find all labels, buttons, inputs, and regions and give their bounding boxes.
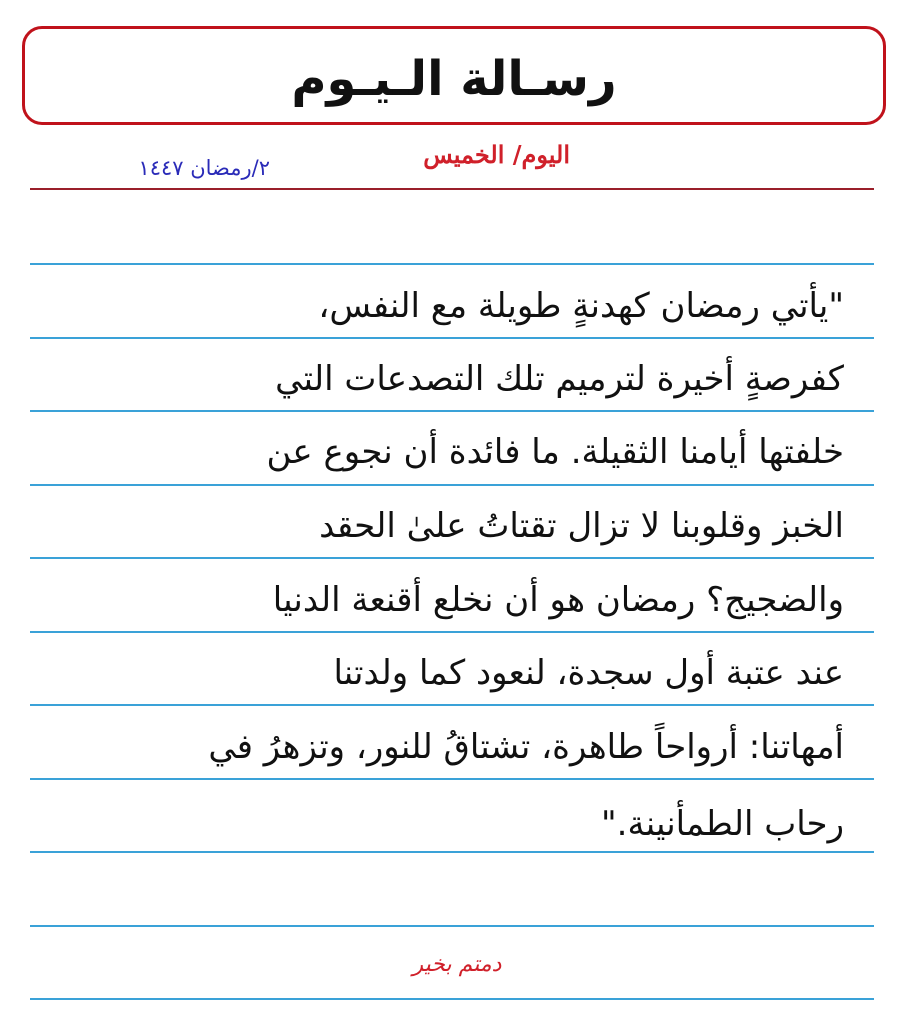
- ruled-line: [30, 704, 874, 706]
- ruled-line: [30, 263, 874, 265]
- ruled-line: [30, 631, 874, 633]
- message-line: أمهاتنا: أرواحاً طاهرة، تشتاقُ للنور، وتزهرُ في: [208, 727, 844, 767]
- message-line: رحاب الطمأنينة.": [601, 804, 844, 844]
- title-box: [22, 26, 886, 125]
- ruled-line: [30, 337, 874, 339]
- signature: دمتم بخير: [412, 952, 502, 977]
- ruled-line: [30, 998, 874, 1000]
- ruled-line: [30, 925, 874, 927]
- message-line: عند عتبة أول سجدة، لنعود كما ولدتنا: [333, 653, 844, 693]
- message-line: والضجيج؟ رمضان هو أن نخلع أقنعة الدنيا: [272, 580, 844, 620]
- ruled-line: [30, 410, 874, 412]
- ruled-line: [30, 851, 874, 853]
- date-label: ٢/رمضان ١٤٤٧: [138, 156, 270, 180]
- ruled-line: [30, 484, 874, 486]
- ruled-line: [30, 557, 874, 559]
- message-line: "يأتي رمضان كهدنةٍ طويلة مع النفس،: [318, 286, 844, 326]
- page-title: رسـالة الـيـوم: [291, 51, 617, 107]
- message-line: الخبز وقلوبنا لا تزال تقتاتُ علىٰ الحقد: [319, 506, 844, 546]
- ruled-line: [30, 778, 874, 780]
- day-label: اليوم/ الخميس: [423, 140, 570, 169]
- header-divider: [30, 188, 874, 190]
- message-line: كفرصةٍ أخيرة لترميم تلك التصدعات التي: [275, 359, 844, 399]
- message-line: خلفتها أيامنا الثقيلة. ما فائدة أن نجوع عن: [266, 432, 844, 472]
